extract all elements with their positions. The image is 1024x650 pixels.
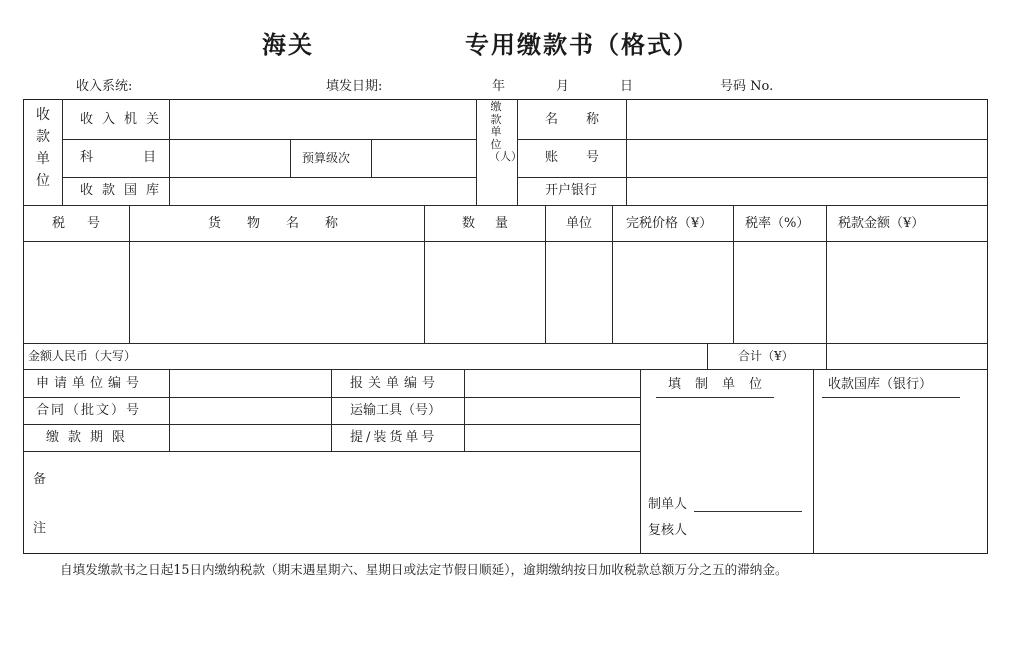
issuer-underline [656, 397, 774, 398]
divider [476, 99, 477, 205]
budget-level-label: 预算级次 [302, 151, 351, 165]
form-title: 专用缴款书（格式） [465, 30, 699, 59]
divider [129, 205, 130, 343]
divider [331, 369, 332, 451]
transport-label: 运输工具（号） [350, 403, 442, 418]
divider [23, 369, 988, 370]
collection-system-label: 收入系统: [76, 79, 133, 94]
col-tax-amount: 税款金额（¥） [838, 216, 925, 231]
divider [23, 241, 988, 242]
col-tax-no: 税号 [52, 216, 123, 231]
divider [813, 369, 814, 554]
remarks-label-1: 备 [33, 472, 47, 487]
divider [62, 99, 63, 205]
treasury-bank-underline [822, 397, 960, 398]
preparer-underline [694, 511, 802, 512]
divider [640, 369, 641, 554]
amount-rmb-label: 金额人民币（大写） [28, 349, 137, 363]
payer-account-label: 账号 [545, 150, 628, 165]
col-tax-rate: 税率（%） [745, 216, 810, 231]
day-label: 日 [620, 79, 634, 94]
divider [23, 451, 640, 452]
customs-title: 海关 [262, 30, 314, 59]
divider [62, 177, 476, 178]
divider [23, 343, 988, 344]
divider [464, 369, 465, 451]
divider [733, 205, 734, 343]
divider [424, 205, 425, 343]
divider [62, 139, 476, 140]
divider [290, 139, 291, 177]
col-dutiable-value: 完税价格（¥） [626, 216, 713, 231]
footer-note: 自填发缴款书之日起15日内缴纳税款（期末遇星期六、星期日或法定节假日顺延），逾期缴纳按日加收税款总额万分之五的滞纳金。 [60, 562, 788, 577]
divider [169, 369, 170, 451]
form-frame [23, 99, 988, 554]
month-label: 月 [556, 79, 570, 94]
fill-date-label: 填发日期: [326, 79, 383, 94]
divider [826, 205, 827, 369]
col-unit: 单位 [566, 216, 593, 231]
number-label: 号码 No. [720, 79, 774, 94]
bill-of-lading-label: 提/装货单号 [350, 430, 438, 445]
divider [517, 177, 988, 178]
preparer-label: 制单人 [648, 497, 688, 512]
contract-no-label: 合同（批文）号 [36, 403, 142, 418]
applicant-no-label: 申请单位编号 [36, 376, 145, 391]
declaration-no-label: 报关单编号 [350, 376, 441, 391]
reviewer-label: 复核人 [648, 523, 688, 538]
issuer-label: 填制单位 [668, 377, 777, 392]
treasury-bank-label: 收款国库（银行） [828, 377, 933, 392]
divider [545, 205, 546, 343]
payer-side-label: 缴款单位（人） [489, 100, 522, 163]
col-quantity: 数量 [462, 216, 529, 231]
treasury-label: 收款国库 [80, 183, 169, 198]
collecting-office-label: 收入机关 [80, 112, 169, 127]
subject-label: 科目 [80, 150, 207, 165]
payee-side-label: 收款单位 [36, 107, 50, 189]
remarks-label-2: 注 [33, 521, 47, 536]
divider [612, 205, 613, 343]
payment-deadline-label: 缴款期限 [46, 430, 135, 445]
payer-name-label: 名称 [545, 112, 628, 127]
divider [707, 343, 708, 369]
col-goods-name: 货物名称 [208, 216, 365, 231]
payer-bank-label: 开户银行 [545, 183, 598, 198]
divider [371, 139, 372, 177]
total-label: 合计（¥） [738, 349, 794, 363]
divider [517, 139, 988, 140]
divider [23, 205, 988, 206]
year-label: 年 [492, 79, 506, 94]
